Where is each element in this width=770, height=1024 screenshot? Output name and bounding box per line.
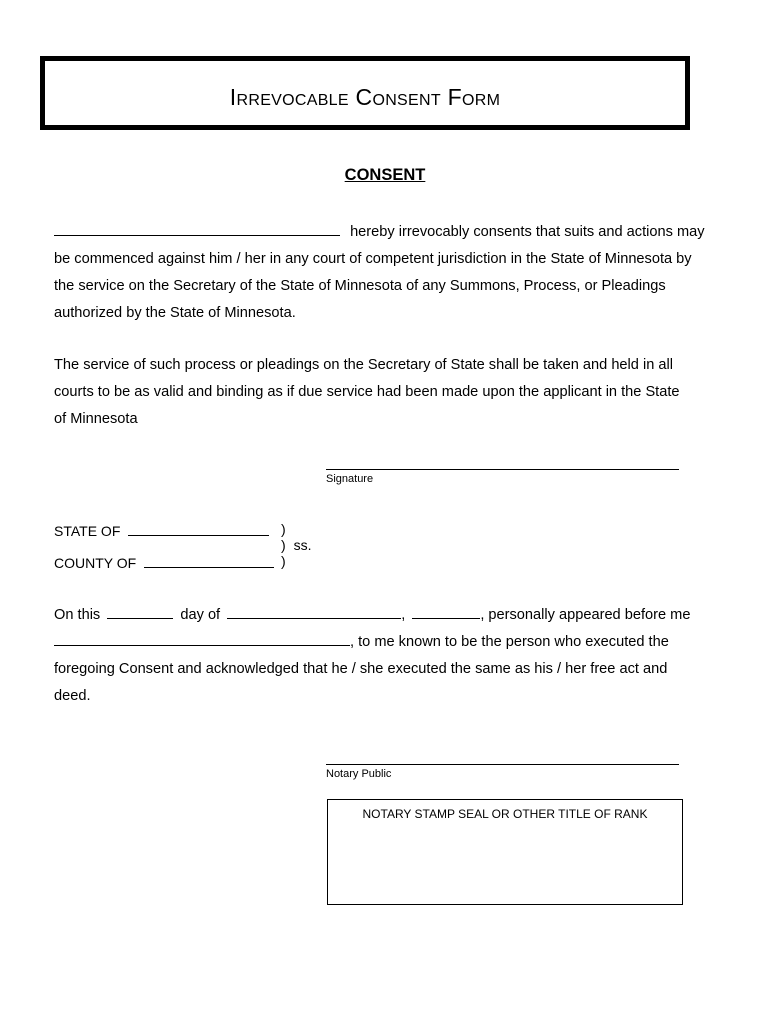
venue-paren-middle: ) [281,537,286,553]
signature-line[interactable] [326,469,679,470]
month-field[interactable] [227,604,401,619]
comma-text: , [401,607,406,623]
venue-paren-top: ) [281,521,286,537]
consent-line-3: the service on the Secretary of the State of Minnesota of any Summons, Process, or Pleadings [54,278,666,294]
service-line-2: courts to be as valid and binding as if due service had been made upon the applicant in the State [54,384,680,400]
consent-text-1: hereby irrevocably consents that suits and actions may [350,224,705,240]
county-of-row [54,553,274,571]
county-of-field[interactable] [144,553,274,568]
acknowledgment-line-1 [54,602,690,629]
venue-ss-row [281,537,311,553]
appeared-text: , personally appeared before me [480,607,691,623]
on-this-text: On this [54,607,101,623]
consent-heading: CONSENT [344,166,426,184]
county-of-label: COUNTY OF [54,555,137,571]
consent-line-2: be commenced against him / her in any court of competent jurisdiction in the State of Minnesota by [54,251,692,267]
acknowledgment-line-3: foregoing Consent and acknowledged that he / she executed the same as his / her free act and [54,661,668,677]
applicant-name-field[interactable] [54,221,340,236]
state-of-label: STATE OF [54,523,121,539]
notary-signature-line[interactable] [326,764,679,765]
title-box [40,56,690,130]
service-line-3: of Minnesota [54,411,138,427]
notary-public-label: Notary Public [326,768,392,780]
consent-line-1 [54,219,705,246]
day-of-text: day of [180,607,221,623]
day-field[interactable] [107,604,173,619]
known-text: , to me known to be the person who executed the [350,634,669,650]
state-of-row [54,521,269,539]
signature-label: Signature [326,473,374,485]
consent-line-4: authorized by the State of Minnesota. [54,305,296,321]
service-line-1: The service of such process or pleadings on the Secretary of State shall be taken and held in all [54,357,673,373]
venue-paren-bottom: ) [281,553,286,569]
acknowledgment-line-2 [54,629,669,656]
notary-stamp-box [327,799,683,905]
acknowledgment-line-4: deed. [54,688,91,704]
venue-ss: ss. [293,537,312,553]
year-field[interactable] [412,604,480,619]
state-of-field[interactable] [128,521,269,536]
appearing-person-field[interactable] [54,631,350,646]
form-title: Irrevocable Consent Form [229,83,501,110]
notary-stamp-label: NOTARY STAMP SEAL OR OTHER TITLE OF RANK [362,807,648,821]
